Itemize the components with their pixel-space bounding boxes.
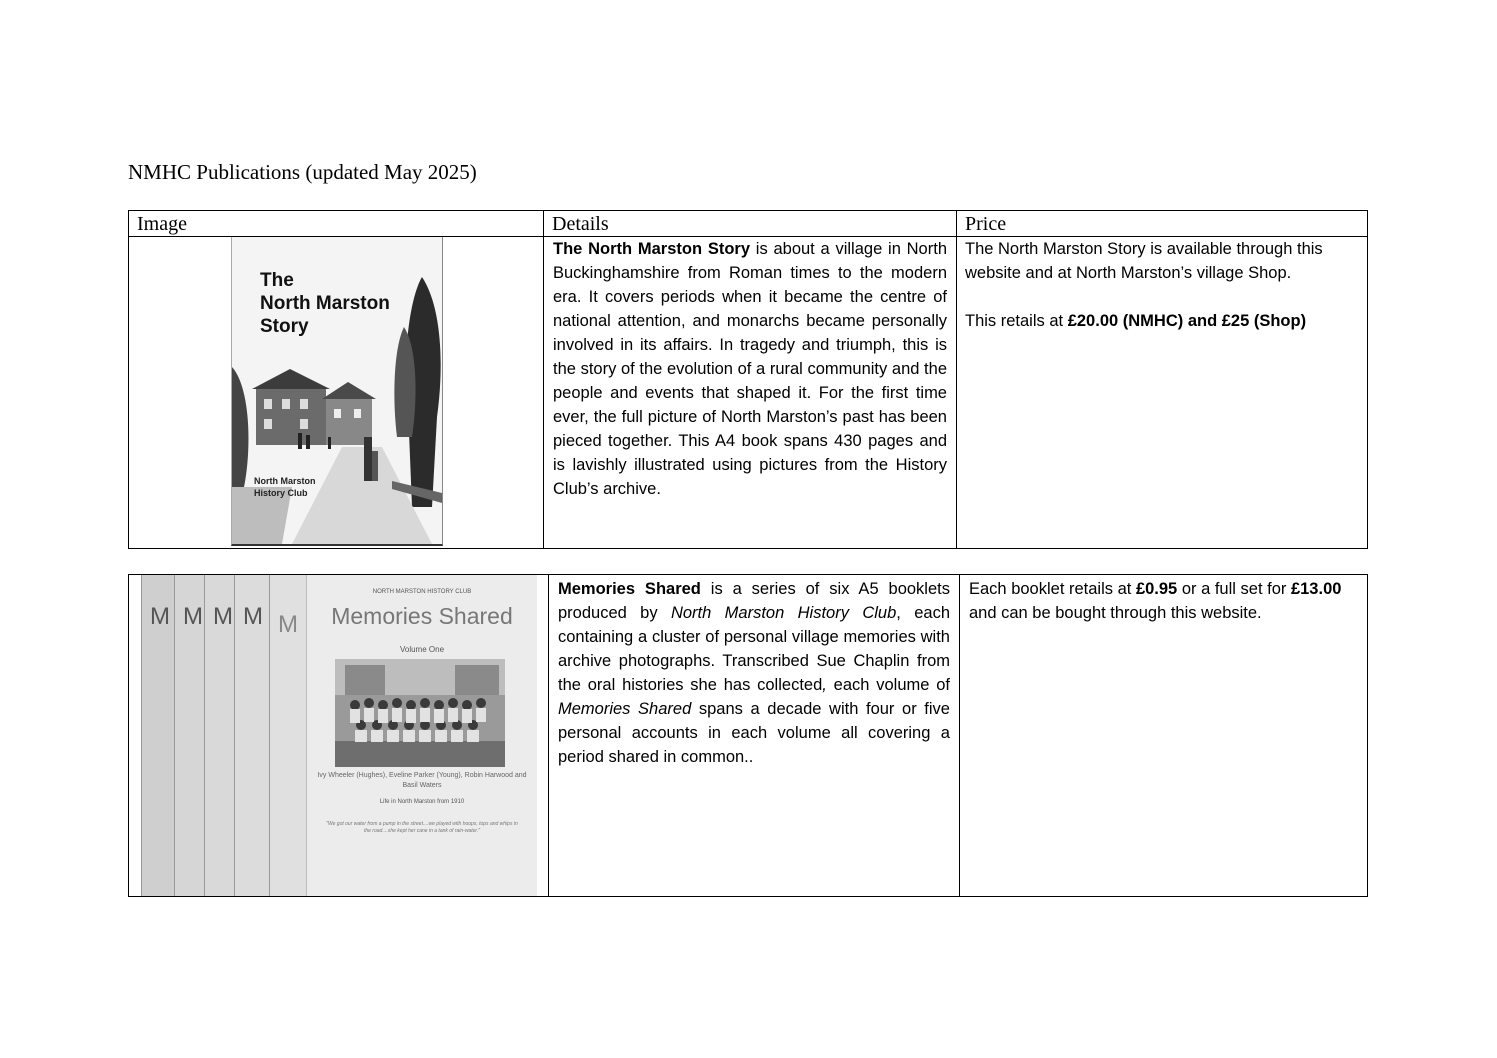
- publication-table-memories-shared: [128, 574, 1368, 897]
- north-marston-story-cover-image: [231, 237, 443, 546]
- price-memories-shared: Each booklet retails at £0.95 or a full set for £13.00 and can be bought through this website.: [969, 580, 1342, 622]
- memories-shared-front-cover: NORTH MARSTON HISTORY CLUB Memories Shared Volume One Ivy Wheeler (Hughes), Eveline Parker (Young), Robin Harwood and Basil Waters Life in North Marston from 1910 "We got our water from a pump in the street....we played with hoops, tops and whips in the road....she kept her cane in a tank of rain-water.": [306, 575, 537, 896]
- page-title: NMHC Publications (updated May 2025): [128, 160, 477, 184]
- header-image: Image: [129, 211, 544, 237]
- header-details: Details: [544, 211, 957, 237]
- details-north-marston-story: The North Marston Story is about a village in North Buckinghamshire from Roman times to the modern era. It covers periods when it became the centre of national attention, and monarchs became personally involved in its affairs. In tragedy and triumph, this is the story of the evolution of a rural community and the people and events that shaped it. For the first time ever, the full picture of North Marston’s past has been pieced together. This A4 book spans 430 pages and is lavishly illustrated using pictures from the History Club’s archive.: [553, 240, 947, 498]
- cover-title: The North Marston Story: [260, 270, 390, 337]
- header-price: Price: [957, 211, 1368, 237]
- publication-table-north-marston-story: [128, 210, 1368, 549]
- memories-shared-booklets-image: M M M M M NORTH MARSTON HISTORY CLUB Memories Shared Volume One Ivy Wheeler (Hughes), Eveline Parker (Young), Robin Harwood and Basil Waters Life in North Marston from 1910 "We got our water from a pump in the street....we played with hoops, tops and whips in the road....she kept her cane in a tank of rain-water.": [141, 575, 537, 896]
- details-memories-shared: Memories Shared is a series of six A5 booklets produced by North Marston History Club, each containing a cluster of personal village memories with archive photographs. Transcribed Sue Chaplin from the oral histories she has collected, each volume of Memories Shared spans a decade with four or five personal accounts in each volume all covering a period shared in common..: [558, 580, 951, 766]
- cover-club-name: North Marston History Club: [254, 476, 316, 498]
- price-north-marston-story: The North Marston Story is available through this website and at North Marston’s village Shop. This retails at £20.00 (NMHC) and £25 (Shop): [965, 240, 1323, 330]
